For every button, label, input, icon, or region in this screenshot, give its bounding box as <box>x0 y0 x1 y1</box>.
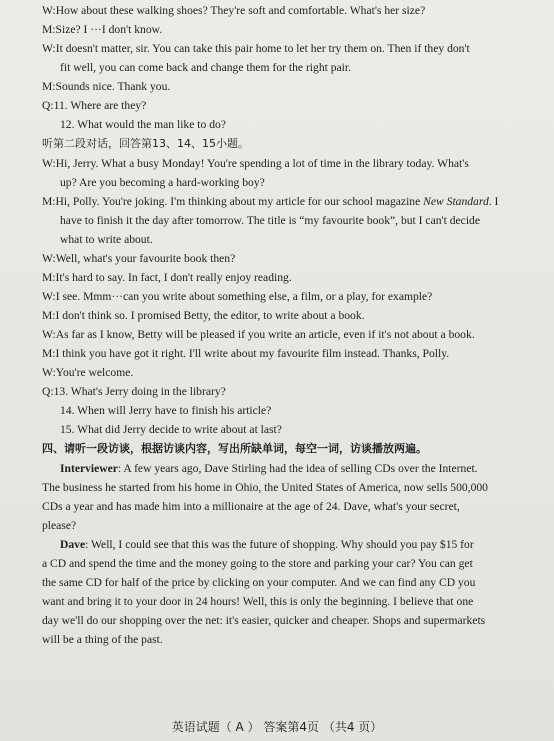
dialogue-line: what to write about. <box>60 233 153 246</box>
dialogue-line: W:I see. Mmm···can you write about something else, a film, or a play, for example? <box>42 290 433 303</box>
dialogue-line: W:As far as I know, Betty will be pleased if you write an article, even if it's not about a book. <box>42 328 475 341</box>
interview-text: : Well, I could see that this was the future of shopping. Why should you pay $15 for <box>85 538 474 551</box>
dialogue-text: M:Hi, Polly. You're joking. I'm thinking about my article for our school magazine <box>42 195 424 208</box>
question-line: Q:11. Where are they? <box>42 99 147 112</box>
dialogue-line: W:You're welcome. <box>42 366 134 379</box>
question-line: 15. What did Jerry decide to write about at last? <box>60 423 282 436</box>
dialogue-line <box>42 195 498 209</box>
section-instruction: 听第二段对话，回答第13、14、15小题。 <box>42 137 249 150</box>
dialogue-line: M:Sounds nice. Thank you. <box>42 80 171 93</box>
dialogue-line: W:Well, what's your favourite book then? <box>42 252 236 265</box>
interview-line: please? <box>42 519 77 532</box>
question-line: Q:13. What's Jerry doing in the library? <box>42 385 226 398</box>
interview-line: a CD and spend the time and the money going to the store and parking your car? You can get <box>42 557 473 570</box>
interview-line: The business he started from his home in Ohio, the United States of America, now sells 500,000 <box>42 481 488 494</box>
dialogue-line: M:It's hard to say. In fact, I don't really enjoy reading. <box>42 271 292 284</box>
question-line: 14. When will Jerry have to finish his article? <box>60 404 272 417</box>
interview-line: CDs a year and has made him into a millionaire at the age of 24. Dave, what's your secret, <box>42 500 460 513</box>
interview-text: : A few years ago, Dave Stirling had the idea of selling CDs over the Internet. <box>117 462 478 475</box>
speaker-label: Dave <box>60 538 86 551</box>
interview-line: will be a thing of the past. <box>42 633 163 646</box>
interview-line: day we'll do our shopping over the net: it's easier, quicker and cheaper. Shops and supermarkets <box>42 614 486 627</box>
page-footer: 英语试题（ A ） 答案第4页 （共4 页） <box>171 720 383 734</box>
dialogue-line: M:I don't think so. I promised Betty, the editor, to write about a book. <box>42 309 365 322</box>
interview-line: the same CD for half of the price by clicking on your computer. And we can find any CD you <box>42 576 476 589</box>
section-instruction: 四、请听一段访谈，根据访谈内容，写出所缺单词，每空一词，访谈播放两遍。 <box>42 442 427 455</box>
dialogue-line: W:Hi, Jerry. What a busy Monday! You're spending a lot of time in the library today. What's <box>42 157 469 170</box>
interview-line <box>60 462 478 476</box>
dialogue-line: W:It doesn't matter, sir. You can take this pair home to let her try them on. Then if they don't <box>42 42 470 55</box>
question-line: 12. What would the man like to do? <box>60 118 226 131</box>
dialogue-line: M:I think you have got it right. I'll write about my favourite film instead. Thanks, Polly. <box>42 347 450 360</box>
dialogue-text: . I <box>488 195 499 208</box>
dialogue-line: fit well, you can come back and change them for the right pair. <box>60 61 352 74</box>
magazine-title: New Standard <box>423 195 489 208</box>
dialogue-line: have to finish it the day after tomorrow. The title is “my favourite book”, but I can't decide <box>60 214 480 227</box>
dialogue-line: W:How about these walking shoes? They're soft and comfortable. What's her size? <box>42 4 426 17</box>
dialogue-line: up? Are you becoming a hard-working boy? <box>60 176 265 189</box>
dialogue-line: M:Size? I ···I don't know. <box>42 23 163 36</box>
speaker-label: Interviewer <box>60 462 118 475</box>
interview-line <box>60 538 474 552</box>
interview-line: want and bring it to your door in 24 hours! Well, this is only the beginning. I believe that one <box>42 595 474 608</box>
